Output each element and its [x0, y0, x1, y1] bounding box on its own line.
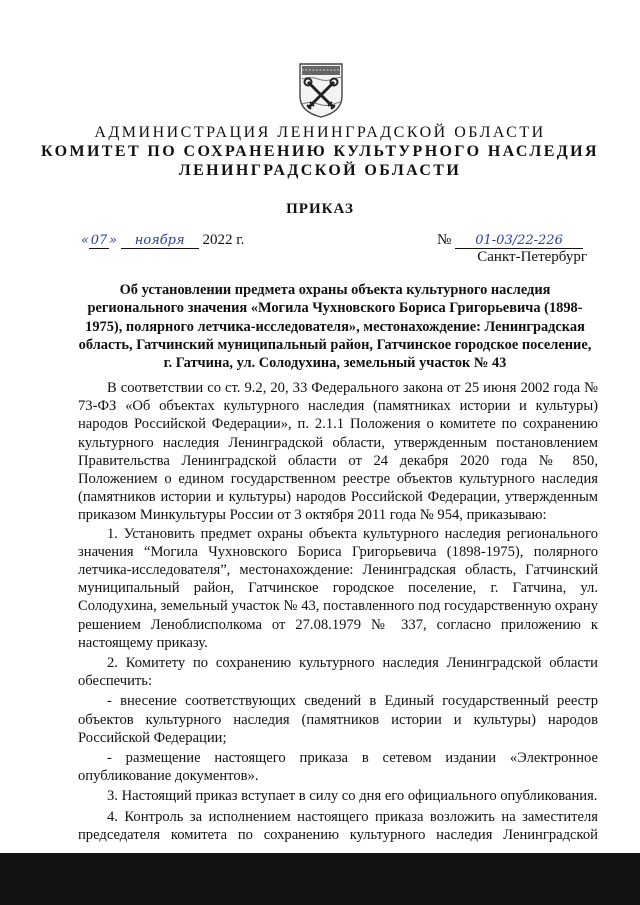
order-subject: Об установлении предмета охраны объекта культурного наследия регионального значения «Могила Чухновского Бориса Григорьевича (1898-1975), полярного летчика-исследователя», местонахождение: Ленинградская область, Гатчинский муниципальный район, Гатчинское городское поселение, г. Гатчина, ул. Солодухина, земельный участок № 43 — [78, 282, 592, 372]
paragraph-item-2-sub-2: - размещение настоящего приказа в сетевом издании «Электронное опубликование документов». — [78, 750, 598, 785]
number-value: 01-03/22-226 — [455, 233, 583, 249]
paragraph-preamble: В соответствии со ст. 9.2, 20, 33 Федерального закона от 25 июня 2002 года № 73-ФЗ «Об объектах культурного наследия (памятниках истории и культуры) народов Российской Федерации», п. 2.1.1 Положения о комитете по сохранению культурного наследия Ленинградской области, утвержденным постановлением Правительства Ленинградской области от 24 декабря 2020 года № 850, Положением о едином государственном реестре объектов культурного наследия (памятников истории и культуры) народов Российской Федерации, утвержденным приказом Минкультуры России от 3 октября 2011 года № 954, приказываю: — [78, 380, 598, 524]
paragraph-item-3: 3. Настоящий приказ вступает в силу со дня его официального опубликования. — [107, 788, 598, 805]
header-committee: КОМИТЕТ ПО СОХРАНЕНИЮ КУЛЬТУРНОГО НАСЛЕДИЯ — [41, 143, 599, 160]
date-quote-close: » — [108, 233, 117, 248]
date-day: 07 — [90, 233, 108, 248]
order-number — [437, 232, 583, 249]
paragraph-item-1: 1. Установить предмет охраны объекта культурного наследия регионального значения “Могила Чухновского Бориса Григорьевича (1898-1975), полярного летчика-исследователя”, местонахождение: Ленинградская область, Гатчинский муниципальный район, Гатчинское городское поселение, г. Гатчина, ул. Солодухина, земельный участок № 43, поставленного под государственную охрану решением Леноблисполкома от 27.08.1979 № 337, согласно приложению к настоящему приказу. — [78, 525, 598, 651]
order-date — [81, 232, 244, 249]
header-administration: АДМИНИСТРАЦИЯ ЛЕНИНГРАДСКОЙ ОБЛАСТИ — [94, 124, 546, 141]
number-label: № — [437, 232, 452, 248]
paragraph-item-2-sub-1: - внесение соответствующих сведений в Единый государственный реестр объектов культурного наследия (памятников истории и культуры) народов Российской Федерации; — [78, 693, 598, 746]
scan-bottom-edge — [0, 853, 640, 905]
paragraph-item-4: 4. Контроль за исполнением настоящего приказа возложить на заместителя председателя комитета по сохранению культурного наследия Ленинградской — [78, 808, 598, 843]
header-region: ЛЕНИНГРАДСКОЙ ОБЛАСТИ — [178, 162, 462, 179]
date-quote-open: « — [81, 233, 89, 248]
paragraph-item-2: 2. Комитету по сохранению культурного наследия Ленинградской области обеспечить: — [78, 655, 598, 690]
order-city: Санкт-Петербург — [477, 249, 587, 265]
order-title: ПРИКАЗ — [286, 201, 354, 217]
order-body — [78, 379, 598, 844]
date-year: 2022 г. — [202, 232, 245, 248]
date-month: ноября — [121, 233, 199, 249]
coat-of-arms-icon — [298, 62, 344, 118]
